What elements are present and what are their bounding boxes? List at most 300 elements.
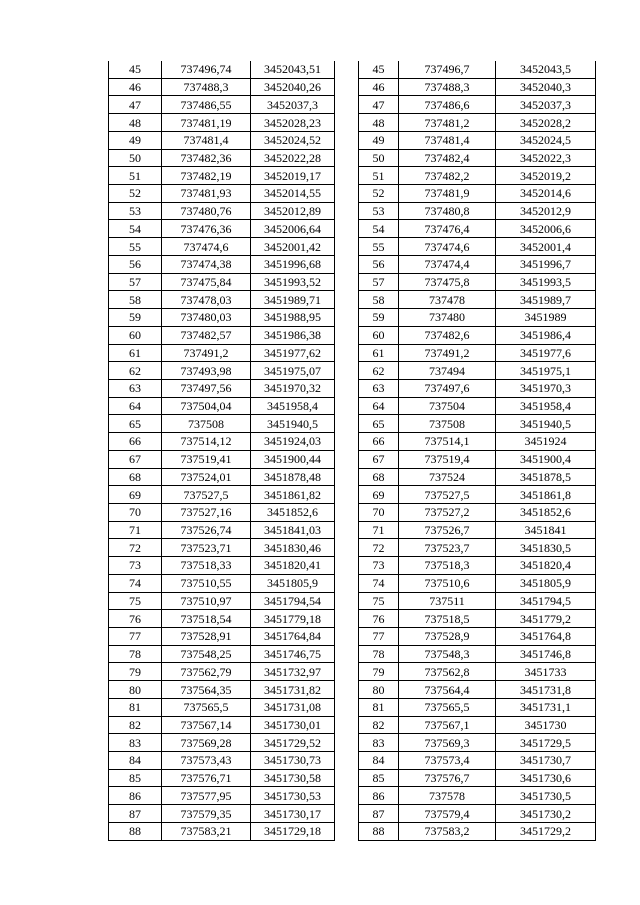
table-row [359,681,596,699]
y-coordinate-cell: 3451794,5 [496,592,596,610]
x-coordinate-cell: 737548,3 [399,645,496,663]
y-coordinate-cell: 3451989,7 [496,291,596,309]
table-row [359,716,596,734]
x-coordinate-cell: 737474,38 [162,255,251,273]
y-coordinate-cell: 3451970,3 [496,379,596,397]
x-coordinate-cell: 737474,6 [162,238,251,256]
x-coordinate-cell: 737528,91 [162,628,251,646]
x-coordinate-cell: 737524 [399,468,496,486]
point-number-cell: 83 [109,734,162,752]
y-coordinate-cell: 3451731,8 [496,681,596,699]
point-number-cell: 73 [109,557,162,575]
point-number-cell: 60 [359,326,399,344]
y-coordinate-cell: 3451852,6 [251,503,335,521]
point-number-cell: 48 [109,114,162,132]
y-coordinate-cell: 3452028,23 [251,114,335,132]
x-coordinate-cell: 737488,3 [399,78,496,96]
table-row [109,574,335,592]
table-row [109,734,335,752]
table-row [359,61,596,78]
x-coordinate-cell: 737486,55 [162,96,251,114]
point-number-cell: 66 [109,433,162,451]
point-number-cell: 69 [109,486,162,504]
x-coordinate-cell: 737523,7 [399,539,496,557]
x-coordinate-cell: 737510,97 [162,592,251,610]
table-row [109,185,335,203]
table-row [359,433,596,451]
y-coordinate-cell: 3451900,4 [496,450,596,468]
y-coordinate-cell: 3452024,5 [496,131,596,149]
point-number-cell: 81 [359,698,399,716]
point-number-cell: 55 [109,238,162,256]
x-coordinate-cell: 737523,71 [162,539,251,557]
y-coordinate-cell: 3451940,5 [496,415,596,433]
y-coordinate-cell: 3451805,9 [251,574,335,592]
point-number-cell: 72 [359,539,399,557]
point-number-cell: 70 [359,503,399,521]
point-number-cell: 51 [109,167,162,185]
y-coordinate-cell: 3451940,5 [251,415,335,433]
point-number-cell: 85 [109,769,162,787]
y-coordinate-cell: 3451861,82 [251,486,335,504]
table-row [359,96,596,114]
table-row [109,681,335,699]
table-row [109,503,335,521]
x-coordinate-cell: 737478 [399,291,496,309]
x-coordinate-cell: 737518,33 [162,557,251,575]
x-coordinate-cell: 737496,7 [399,61,496,78]
x-coordinate-cell: 737528,9 [399,628,496,646]
table-row [359,149,596,167]
y-coordinate-cell: 3451993,52 [251,273,335,291]
x-coordinate-cell: 737481,9 [399,185,496,203]
point-number-cell: 66 [359,433,399,451]
point-number-cell: 83 [359,734,399,752]
y-coordinate-cell: 3451729,52 [251,734,335,752]
y-coordinate-cell: 3451779,18 [251,610,335,628]
table-row [109,96,335,114]
point-number-cell: 68 [359,468,399,486]
table-row [109,557,335,575]
y-coordinate-cell: 3451988,95 [251,309,335,327]
table-row [109,433,335,451]
x-coordinate-cell: 737577,95 [162,787,251,805]
y-coordinate-cell: 3451731,1 [496,698,596,716]
x-coordinate-cell: 737565,5 [399,698,496,716]
table-row [109,539,335,557]
y-coordinate-cell: 3451729,18 [251,822,335,840]
point-number-cell: 71 [109,521,162,539]
x-coordinate-cell: 737527,2 [399,503,496,521]
y-coordinate-cell: 3451996,68 [251,255,335,273]
table-row [109,379,335,397]
table-row [109,114,335,132]
y-coordinate-cell: 3451975,1 [496,362,596,380]
point-number-cell: 64 [359,397,399,415]
y-coordinate-cell: 3451730,53 [251,787,335,805]
x-coordinate-cell: 737573,4 [399,752,496,770]
point-number-cell: 56 [109,255,162,273]
x-coordinate-cell: 737527,5 [399,486,496,504]
point-number-cell: 58 [109,291,162,309]
point-number-cell: 78 [359,645,399,663]
point-number-cell: 63 [109,379,162,397]
point-number-cell: 69 [359,486,399,504]
point-number-cell: 62 [109,362,162,380]
y-coordinate-cell: 3451977,6 [496,344,596,362]
point-number-cell: 87 [109,805,162,823]
table-row [359,78,596,96]
point-number-cell: 65 [359,415,399,433]
point-number-cell: 50 [109,149,162,167]
point-number-cell: 87 [359,805,399,823]
y-coordinate-cell: 3452037,3 [496,96,596,114]
point-number-cell: 62 [359,362,399,380]
x-coordinate-cell: 737583,21 [162,822,251,840]
x-coordinate-cell: 737518,3 [399,557,496,575]
point-number-cell: 86 [359,787,399,805]
y-coordinate-cell: 3451794,54 [251,592,335,610]
y-coordinate-cell: 3451730,01 [251,716,335,734]
table-row [109,273,335,291]
y-coordinate-cell: 3452043,5 [496,61,596,78]
y-coordinate-cell: 3451841 [496,521,596,539]
x-coordinate-cell: 737519,4 [399,450,496,468]
y-coordinate-cell: 3452006,64 [251,220,335,238]
table-row [359,326,596,344]
x-coordinate-cell: 737478,03 [162,291,251,309]
x-coordinate-cell: 737482,2 [399,167,496,185]
y-coordinate-cell: 3451730,5 [496,787,596,805]
y-coordinate-cell: 3451730,58 [251,769,335,787]
table-row [109,220,335,238]
x-coordinate-cell: 737488,3 [162,78,251,96]
y-coordinate-cell: 3452022,3 [496,149,596,167]
y-coordinate-cell: 3451852,6 [496,503,596,521]
table-row [109,769,335,787]
y-coordinate-cell: 3451970,32 [251,379,335,397]
x-coordinate-cell: 737491,2 [162,344,251,362]
y-coordinate-cell: 3451975,07 [251,362,335,380]
x-coordinate-cell: 737569,3 [399,734,496,752]
point-number-cell: 82 [109,716,162,734]
table-row [359,131,596,149]
y-coordinate-cell: 3451861,8 [496,486,596,504]
x-coordinate-cell: 737482,6 [399,326,496,344]
point-number-cell: 54 [109,220,162,238]
y-coordinate-cell: 3451733 [496,663,596,681]
table-row [109,61,335,78]
y-coordinate-cell: 3452014,55 [251,185,335,203]
table-row [359,309,596,327]
table-row [109,344,335,362]
x-coordinate-cell: 737474,6 [399,238,496,256]
table-row [109,805,335,823]
table-row [109,78,335,96]
x-coordinate-cell: 737482,36 [162,149,251,167]
point-number-cell: 84 [109,752,162,770]
table-row [109,521,335,539]
table-row [109,362,335,380]
x-coordinate-cell: 737481,4 [162,131,251,149]
table-row [109,716,335,734]
y-coordinate-cell: 3451996,7 [496,255,596,273]
point-number-cell: 46 [109,78,162,96]
y-coordinate-cell: 3451779,2 [496,610,596,628]
y-coordinate-cell: 3452040,26 [251,78,335,96]
point-number-cell: 52 [109,185,162,203]
x-coordinate-cell: 737510,6 [399,574,496,592]
x-coordinate-cell: 737482,19 [162,167,251,185]
x-coordinate-cell: 737564,4 [399,681,496,699]
point-number-cell: 75 [109,592,162,610]
table-row [109,238,335,256]
x-coordinate-cell: 737474,4 [399,255,496,273]
x-coordinate-cell: 737497,6 [399,379,496,397]
y-coordinate-cell: 3452043,51 [251,61,335,78]
y-coordinate-cell: 3451731,08 [251,698,335,716]
point-number-cell: 71 [359,521,399,539]
point-number-cell: 57 [109,273,162,291]
table-row [109,415,335,433]
x-coordinate-cell: 737481,19 [162,114,251,132]
table-row [359,521,596,539]
x-coordinate-cell: 737576,7 [399,769,496,787]
x-coordinate-cell: 737494 [399,362,496,380]
x-coordinate-cell: 737491,2 [399,344,496,362]
point-number-cell: 80 [109,681,162,699]
point-number-cell: 76 [109,610,162,628]
y-coordinate-cell: 3452001,42 [251,238,335,256]
x-coordinate-cell: 737567,14 [162,716,251,734]
table-row [359,734,596,752]
y-coordinate-cell: 3452014,6 [496,185,596,203]
table-row [109,291,335,309]
table-row [359,663,596,681]
point-number-cell: 64 [109,397,162,415]
table-row [109,592,335,610]
x-coordinate-cell: 737481,4 [399,131,496,149]
x-coordinate-cell: 737511 [399,592,496,610]
x-coordinate-cell: 737548,25 [162,645,251,663]
y-coordinate-cell: 3452024,52 [251,131,335,149]
y-coordinate-cell: 3451958,4 [496,397,596,415]
point-number-cell: 84 [359,752,399,770]
table-row [109,131,335,149]
point-number-cell: 54 [359,220,399,238]
table-row [359,397,596,415]
table-row [109,309,335,327]
y-coordinate-cell: 3452012,9 [496,202,596,220]
x-coordinate-cell: 737567,1 [399,716,496,734]
table-row [359,202,596,220]
point-number-cell: 60 [109,326,162,344]
point-number-cell: 53 [109,202,162,220]
table-row [359,628,596,646]
point-number-cell: 45 [109,61,162,78]
point-number-cell: 86 [109,787,162,805]
table-row [359,273,596,291]
x-coordinate-cell: 737573,43 [162,752,251,770]
x-coordinate-cell: 737518,54 [162,610,251,628]
y-coordinate-cell: 3451730,7 [496,752,596,770]
x-coordinate-cell: 737480,03 [162,309,251,327]
point-number-cell: 49 [109,131,162,149]
table-row [109,149,335,167]
table-row [359,167,596,185]
y-coordinate-cell: 3451729,5 [496,734,596,752]
table-row [109,698,335,716]
point-number-cell: 85 [359,769,399,787]
table-row [359,238,596,256]
y-coordinate-cell: 3451730,17 [251,805,335,823]
point-number-cell: 73 [359,557,399,575]
y-coordinate-cell: 3451878,48 [251,468,335,486]
table-row [359,114,596,132]
x-coordinate-cell: 737527,5 [162,486,251,504]
y-coordinate-cell: 3451924,03 [251,433,335,451]
x-coordinate-cell: 737514,1 [399,433,496,451]
table-row [359,362,596,380]
point-number-cell: 70 [109,503,162,521]
y-coordinate-cell: 3451730,2 [496,805,596,823]
x-coordinate-cell: 737569,28 [162,734,251,752]
y-coordinate-cell: 3452028,2 [496,114,596,132]
y-coordinate-cell: 3451924 [496,433,596,451]
y-coordinate-cell: 3451900,44 [251,450,335,468]
y-coordinate-cell: 3451830,5 [496,539,596,557]
table-row [359,574,596,592]
y-coordinate-cell: 3452040,3 [496,78,596,96]
x-coordinate-cell: 737518,5 [399,610,496,628]
x-coordinate-cell: 737527,16 [162,503,251,521]
table-row [109,663,335,681]
y-coordinate-cell: 3451746,8 [496,645,596,663]
y-coordinate-cell: 3451731,82 [251,681,335,699]
point-number-cell: 65 [109,415,162,433]
table-row [359,539,596,557]
y-coordinate-cell: 3452037,3 [251,96,335,114]
point-number-cell: 47 [109,96,162,114]
point-number-cell: 49 [359,131,399,149]
y-coordinate-cell: 3452001,4 [496,238,596,256]
table-row [109,610,335,628]
point-number-cell: 80 [359,681,399,699]
table-row [359,220,596,238]
y-coordinate-cell: 3451989,71 [251,291,335,309]
point-number-cell: 46 [359,78,399,96]
x-coordinate-cell: 737524,01 [162,468,251,486]
table-row [109,486,335,504]
table-row [359,592,596,610]
table-row [359,752,596,770]
y-coordinate-cell: 3452006,6 [496,220,596,238]
y-coordinate-cell: 3451841,03 [251,521,335,539]
y-coordinate-cell: 3451986,38 [251,326,335,344]
x-coordinate-cell: 737482,4 [399,149,496,167]
table-row [109,167,335,185]
table-row [359,255,596,273]
point-number-cell: 58 [359,291,399,309]
y-coordinate-cell: 3451746,75 [251,645,335,663]
y-coordinate-cell: 3451732,97 [251,663,335,681]
point-number-cell: 79 [359,663,399,681]
x-coordinate-cell: 737564,35 [162,681,251,699]
table-row [109,450,335,468]
x-coordinate-cell: 737476,36 [162,220,251,238]
x-coordinate-cell: 737508 [162,415,251,433]
x-coordinate-cell: 737579,4 [399,805,496,823]
point-number-cell: 59 [359,309,399,327]
y-coordinate-cell: 3451730,73 [251,752,335,770]
y-coordinate-cell: 3451989 [496,309,596,327]
point-number-cell: 79 [109,663,162,681]
point-number-cell: 48 [359,114,399,132]
table-row [359,185,596,203]
table-row [359,698,596,716]
point-number-cell: 77 [359,628,399,646]
point-number-cell: 47 [359,96,399,114]
point-number-cell: 57 [359,273,399,291]
point-number-cell: 67 [109,450,162,468]
point-number-cell: 51 [359,167,399,185]
x-coordinate-cell: 737504 [399,397,496,415]
table-row [359,645,596,663]
table-row [109,645,335,663]
table-row [359,486,596,504]
y-coordinate-cell: 3451805,9 [496,574,596,592]
point-number-cell: 67 [359,450,399,468]
table-row [109,397,335,415]
y-coordinate-cell: 3452019,2 [496,167,596,185]
y-coordinate-cell: 3451977,62 [251,344,335,362]
x-coordinate-cell: 737481,93 [162,185,251,203]
point-number-cell: 59 [109,309,162,327]
table-row [359,450,596,468]
y-coordinate-cell: 3451820,4 [496,557,596,575]
point-number-cell: 56 [359,255,399,273]
point-number-cell: 74 [109,574,162,592]
x-coordinate-cell: 737565,5 [162,698,251,716]
point-number-cell: 74 [359,574,399,592]
point-number-cell: 81 [109,698,162,716]
table-row [359,415,596,433]
table-row [359,787,596,805]
point-number-cell: 72 [109,539,162,557]
x-coordinate-cell: 737480,76 [162,202,251,220]
point-number-cell: 50 [359,149,399,167]
x-coordinate-cell: 737504,04 [162,397,251,415]
x-coordinate-cell: 737481,2 [399,114,496,132]
table-row [359,379,596,397]
point-number-cell: 88 [359,822,399,840]
x-coordinate-cell: 737514,12 [162,433,251,451]
table-row [109,822,335,840]
y-coordinate-cell: 3451730,6 [496,769,596,787]
y-coordinate-cell: 3451878,5 [496,468,596,486]
table-row [359,557,596,575]
x-coordinate-cell: 737562,8 [399,663,496,681]
x-coordinate-cell: 737576,71 [162,769,251,787]
coordinates-table-right [358,61,596,841]
y-coordinate-cell: 3451993,5 [496,273,596,291]
table-row [359,503,596,521]
y-coordinate-cell: 3451958,4 [251,397,335,415]
coordinates-table-left [108,61,335,841]
table-row [109,468,335,486]
table-row [109,787,335,805]
point-number-cell: 75 [359,592,399,610]
